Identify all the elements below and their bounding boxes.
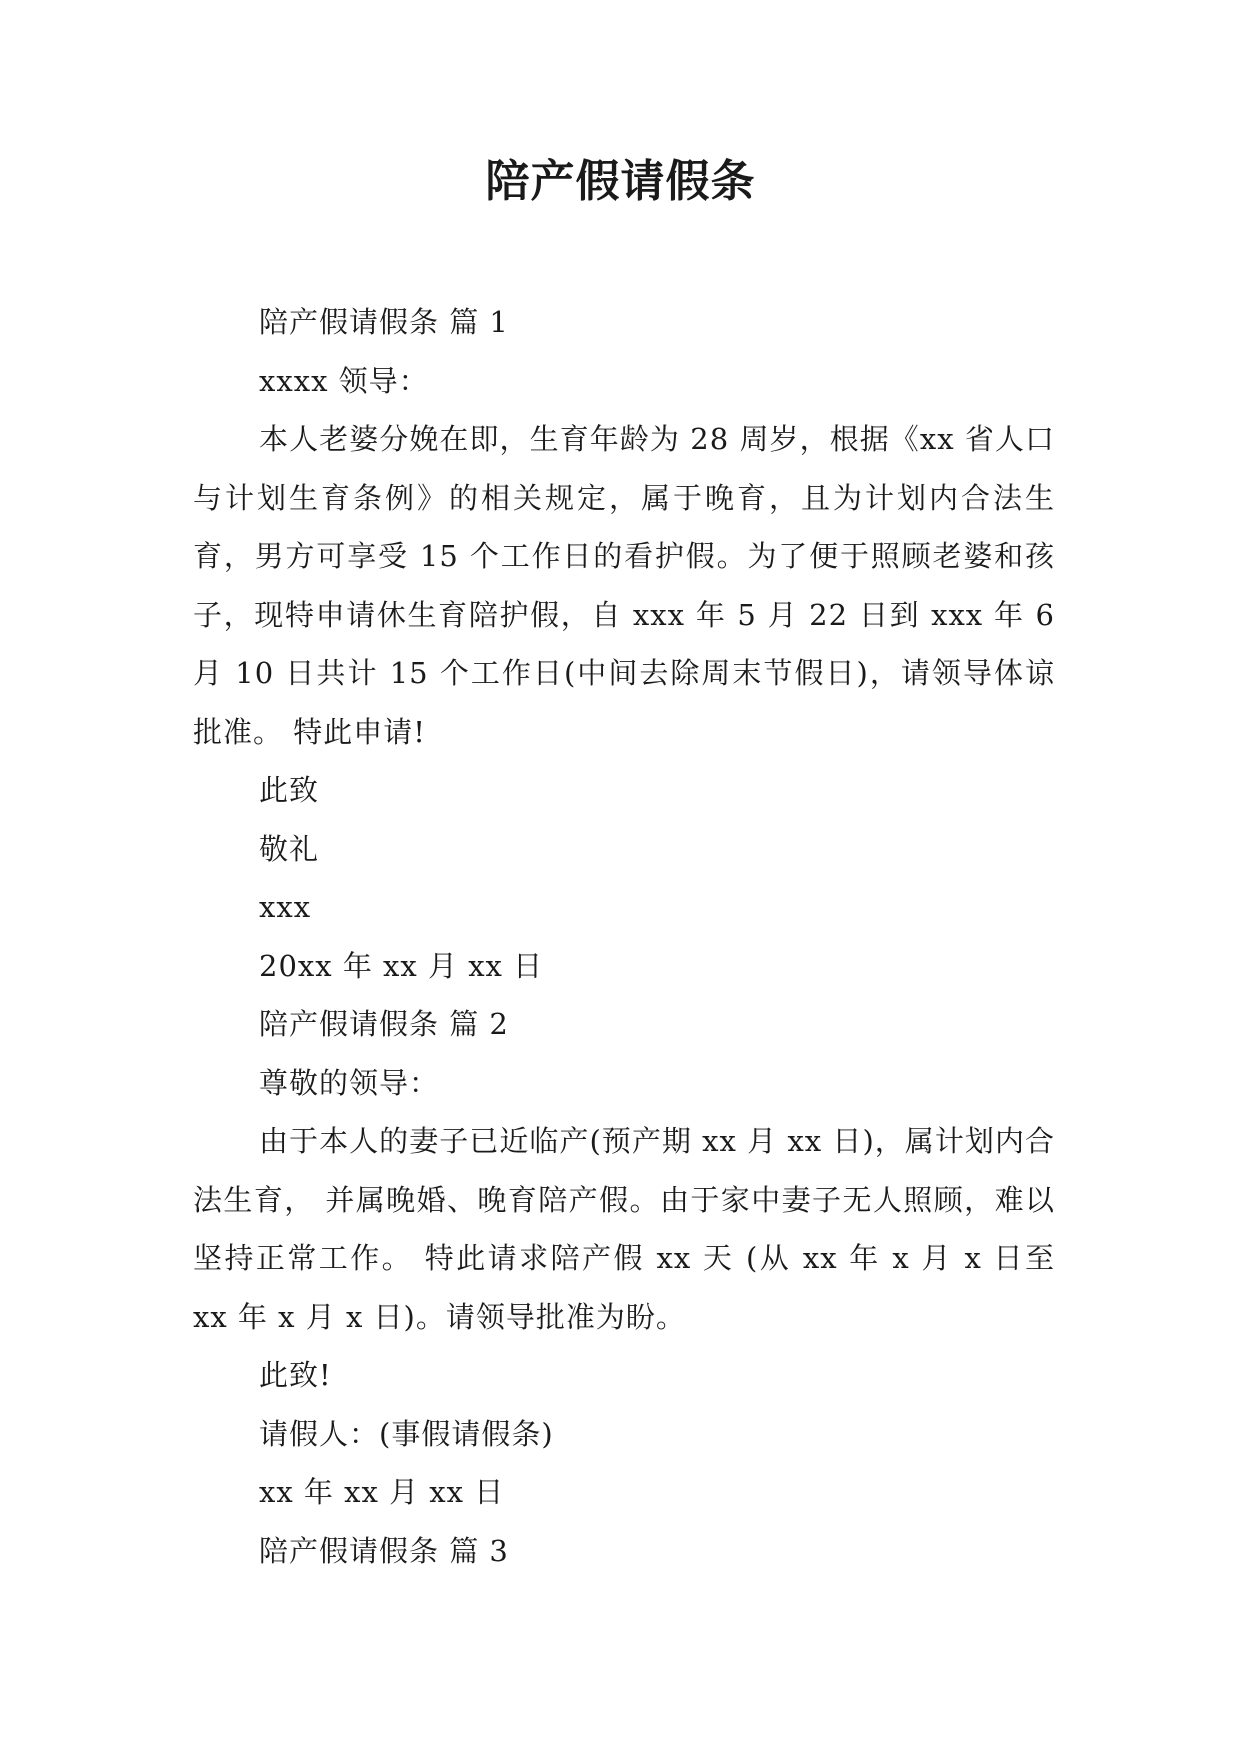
document-title: 陪产假请假条 [485, 156, 756, 207]
closing-2: 此致! [259, 1358, 332, 1392]
salutation-2: 尊敬的领导： [259, 1065, 440, 1100]
section-heading-2: 陪产假请假条 篇 2 [259, 1007, 509, 1041]
salutation-1: xxxx 领导： [259, 363, 429, 398]
body-paragraph-1: 本人老婆分娩在即，生育年龄为 28 周岁，根据《xx 省人口与计划生育条例》的相关规定，属于晚育，且为计划内合法生育，男方可享受 15 个工作日的看护假。为了便于照顾老婆和孩子，现特申请休生育陪护假，自 xxx 年 5 月 22 日到 xxx 年 6 月 10 日共计 15 个工作日(中间去除周末节假日)，请领导体谅批准。 特此申请! [193, 422, 1055, 749]
body-paragraph-2: 由于本人的妻子已近临产(预产期 xx 月 xx 日)，属计划内合法生育， 并属晚婚、晚育陪产假。由于家中妻子无人照顾，难以坚持正常工作。 特此请求陪产假 xx 天 (从 xx 年 x 月 x 日至 xx 年 x 月 x 日)。请领导批准为盼。 [193, 1124, 1055, 1334]
closing-1: 此致 [259, 773, 320, 807]
date-1: 20xx 年 xx 月 xx 日 [259, 948, 544, 983]
signature-1: xxx [259, 890, 312, 924]
section-heading-1: 陪产假请假条 篇 1 [259, 305, 509, 339]
regards-1: 敬礼 [259, 831, 320, 866]
document-body [193, 293, 1055, 1580]
section-heading-3: 陪产假请假条 篇 3 [259, 1533, 509, 1568]
signature-2: 请假人：(事假请假条) [259, 1416, 554, 1451]
date-2: xx 年 xx 月 xx 日 [259, 1475, 505, 1509]
